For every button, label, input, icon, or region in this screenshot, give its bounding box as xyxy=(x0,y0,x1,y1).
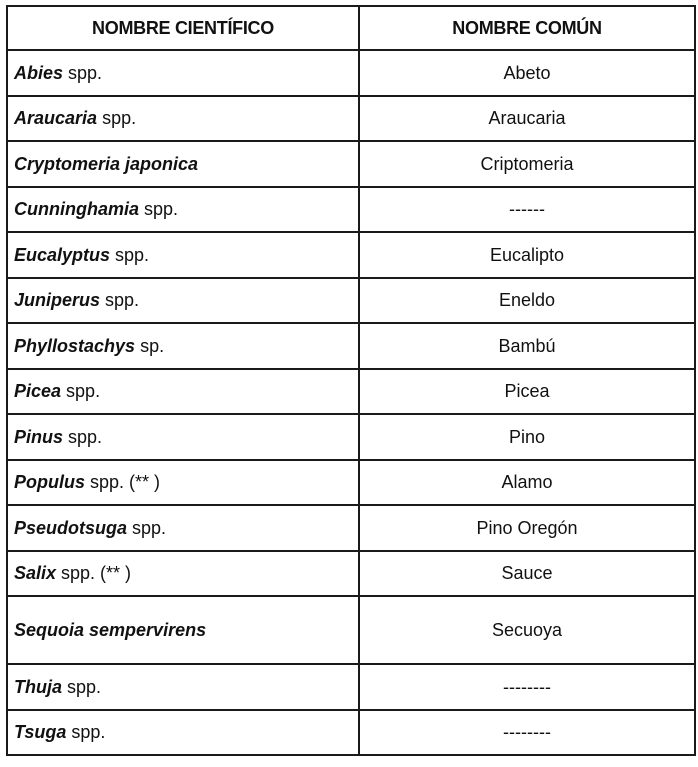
common-name-cell: -------- xyxy=(359,664,695,710)
scientific-name-cell xyxy=(7,50,359,96)
common-name-cell: Eneldo xyxy=(359,278,695,324)
common-name-cell: -------- xyxy=(359,710,695,756)
genus-name: Phyllostachys xyxy=(14,335,136,356)
common-name-cell: Araucaria xyxy=(359,96,695,142)
species-suffix: spp. xyxy=(63,426,103,447)
common-name-cell: ------ xyxy=(359,187,695,233)
common-name-cell: Pino Oregón xyxy=(359,505,695,551)
genus-name: Abies xyxy=(14,62,64,83)
scientific-name-cell xyxy=(7,96,359,142)
table-row xyxy=(7,187,695,233)
header-row xyxy=(7,6,695,50)
scientific-name-cell xyxy=(7,278,359,324)
common-name-cell: Alamo xyxy=(359,460,695,506)
genus-name: Salix xyxy=(14,563,57,584)
table-row xyxy=(7,278,695,324)
table-row xyxy=(7,232,695,278)
scientific-name-cell xyxy=(7,596,359,664)
common-name-cell: Picea xyxy=(359,369,695,415)
species-suffix: spp. xyxy=(110,244,150,265)
table-row xyxy=(7,141,695,187)
scientific-name-cell xyxy=(7,369,359,415)
table-row xyxy=(7,50,695,96)
species-suffix: spp. xyxy=(100,290,140,311)
genus-name: Eucalyptus xyxy=(14,244,111,265)
genus-name: Cryptomeria japonica xyxy=(14,153,199,174)
scientific-name-cell xyxy=(7,664,359,710)
genus-name: Sequoia sempervirens xyxy=(14,620,207,640)
genus-name: Thuja xyxy=(14,676,62,697)
table-row xyxy=(7,505,695,551)
genus-name: Araucaria xyxy=(14,108,98,129)
genus-name: Cunninghamia xyxy=(14,199,139,220)
scientific-name-cell xyxy=(7,187,359,233)
common-name-cell: Pino xyxy=(359,414,695,460)
common-name-cell: Bambú xyxy=(359,323,695,369)
header-scientific-name: NOMBRE CIENTÍFICO xyxy=(7,6,359,50)
table-row xyxy=(7,369,695,415)
scientific-name-cell xyxy=(7,551,359,597)
genus-name: Juniperus xyxy=(14,290,101,311)
scientific-name-cell xyxy=(7,232,359,278)
table-row xyxy=(7,414,695,460)
genus-name: Populus xyxy=(14,472,85,493)
table-row xyxy=(7,710,695,756)
header-common-name: NOMBRE COMÚN xyxy=(359,6,695,50)
common-name-cell: Abeto xyxy=(359,50,695,96)
species-suffix: spp. xyxy=(139,199,179,220)
species-suffix: spp. xyxy=(62,676,102,697)
common-name-cell: Criptomeria xyxy=(359,141,695,187)
genus-name: Pinus xyxy=(14,426,64,447)
scientific-name-cell xyxy=(7,414,359,460)
species-suffix: spp. (** ) xyxy=(85,472,161,493)
species-suffix: spp. (** ) xyxy=(56,563,132,584)
species-suffix: spp. xyxy=(66,722,106,743)
table-row xyxy=(7,664,695,710)
scientific-name-cell xyxy=(7,710,359,756)
genus-name: Picea xyxy=(14,381,62,402)
species-suffix: sp. xyxy=(135,335,165,356)
genus-name: Pseudotsuga xyxy=(14,517,128,538)
table-row xyxy=(7,596,695,664)
common-name-cell: Secuoya xyxy=(359,596,695,664)
scientific-name-cell xyxy=(7,323,359,369)
scientific-name-cell xyxy=(7,141,359,187)
scientific-name-cell xyxy=(7,505,359,551)
species-table xyxy=(6,5,696,756)
table-row xyxy=(7,323,695,369)
species-suffix: spp. xyxy=(127,517,167,538)
table-row xyxy=(7,551,695,597)
species-suffix: spp. xyxy=(61,381,101,402)
species-suffix: spp. xyxy=(63,62,103,83)
genus-name: Tsuga xyxy=(14,722,67,743)
scientific-name-cell xyxy=(7,460,359,506)
common-name-cell: Eucalipto xyxy=(359,232,695,278)
species-suffix: spp. xyxy=(97,108,137,129)
table-row xyxy=(7,96,695,142)
table-row xyxy=(7,460,695,506)
common-name-cell: Sauce xyxy=(359,551,695,597)
